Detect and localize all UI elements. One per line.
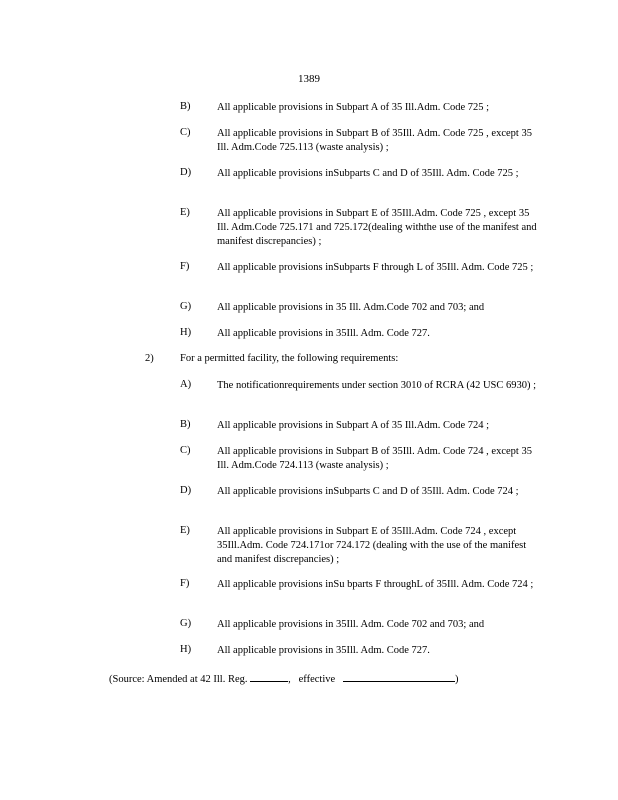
item-label: F) (180, 261, 190, 272)
item-text: All applicable provisions in Subpart B of 35Ill. Adm. Code 725 , except 35 Ill. Adm.Code 725.113 (waste analysis) ; (217, 128, 532, 153)
item-text: All applicable provisions in 35Ill. Adm. Code 727. (217, 328, 430, 339)
reg-blank (250, 671, 288, 682)
item-text: All applicable provisions in 35Ill. Adm. Code 727. (217, 645, 430, 656)
item-label: D) (180, 485, 192, 496)
item-label: G) (180, 301, 192, 312)
item-text: The notificationrequirements under section 3010 of RCRA (42 USC 6930) ; (217, 380, 537, 391)
group-label: 2) (145, 353, 154, 364)
item-text: All applicable provisions in 35 Ill. Adm.Code 702 and 703; and (217, 302, 485, 313)
source-prefix: (Source: Amended at 42 Ill. Reg. (109, 674, 248, 685)
item-text: All applicable provisions inSubparts C and D of 35Ill. Adm. Code 724 ; (217, 486, 519, 497)
item-label: H) (180, 327, 192, 338)
item-label: D) (180, 167, 192, 178)
item-label: G) (180, 618, 192, 629)
item-text: All applicable provisions in Subpart E of 35Ill.Adm. Code 724 , except 35Ill.Adm. Code 724.171or 724.172 (dealing with the use of the manifest and manifest discrepancies) ; (217, 526, 527, 565)
source-close: ) (455, 674, 459, 685)
item-text: All applicable provisions in 35Ill. Adm. Code 702 and 703; and (217, 619, 485, 630)
item-label: C) (180, 445, 191, 456)
item-text: All applicable provisions in Subpart A of 35 Ill.Adm. Code 725 ; (217, 102, 490, 113)
effective-date-blank (343, 671, 455, 682)
item-text: All applicable provisions in Subpart E of 35Ill.Adm. Code 725 , except 35 Ill. Adm.Code 725.171 and 725.172(dealing withthe use of the manifest and manifest discrepancies) ; (217, 208, 537, 247)
item-text: All applicable provisions in Subpart A of 35 Ill.Adm. Code 724 ; (217, 420, 490, 431)
source-note (109, 671, 609, 685)
item-label: A) (180, 379, 192, 390)
item-label: H) (180, 644, 192, 655)
source-effective: effective (298, 674, 336, 685)
item-label: C) (180, 127, 191, 138)
item-label: B) (180, 101, 191, 112)
item-text: All applicable provisions inSu bparts F throughL of 35Ill. Adm. Code 724 ; (217, 579, 534, 590)
item-label: F) (180, 578, 190, 589)
item-text: All applicable provisions inSubparts F through L of 35Ill. Adm. Code 725 ; (217, 262, 534, 273)
source-comma: , (288, 674, 291, 685)
item-label: E) (180, 525, 190, 536)
item-label: E) (180, 207, 190, 218)
item-text: All applicable provisions in Subpart B of 35Ill. Adm. Code 724 , except 35 Ill. Adm.Code 724.113 (waste analysis) ; (217, 446, 532, 471)
group-text: For a permitted facility, the following requirements: (180, 353, 399, 364)
item-label: B) (180, 419, 191, 430)
item-text: All applicable provisions inSubparts C and D of 35Ill. Adm. Code 725 ; (217, 168, 519, 179)
page-number: 1389 (298, 73, 320, 85)
